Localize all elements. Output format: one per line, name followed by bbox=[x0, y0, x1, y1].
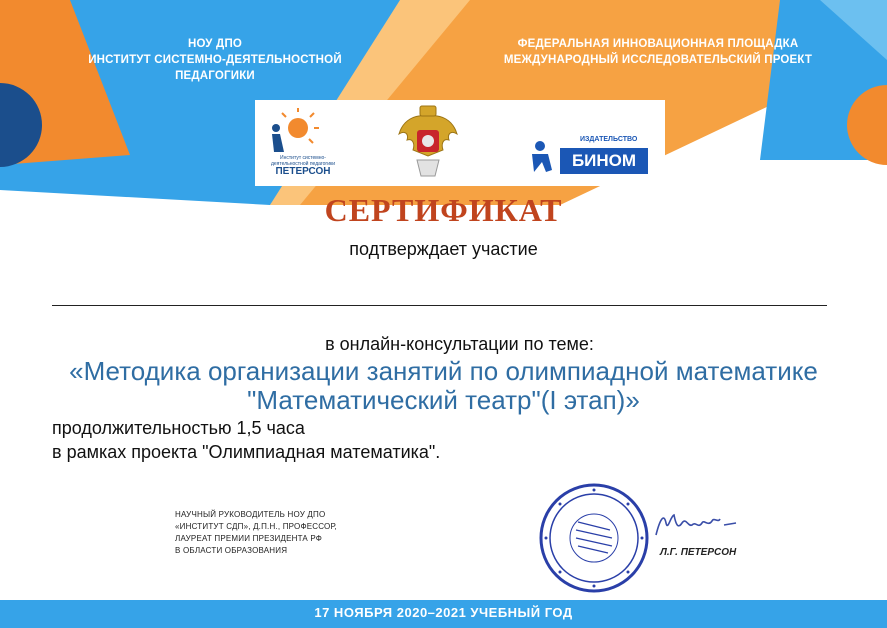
peterson-logo-name: ПЕТЕРСОН bbox=[275, 166, 331, 177]
binom-publisher-label: ИЗДАТЕЛЬСТВО bbox=[580, 136, 638, 143]
official-stamp-icon bbox=[538, 482, 650, 594]
handwritten-signature-icon bbox=[650, 505, 745, 543]
supervisor-line: НАУЧНЫЙ РУКОВОДИТЕЛЬ НОУ ДПО bbox=[175, 510, 326, 519]
footer-date: 17 НОЯБРЯ 2020–2021 УЧЕБНЫЙ ГОД bbox=[314, 605, 573, 620]
supervisor-line: «ИНСТИТУТ СДП», Д.П.Н., ПРОФЕССОР, bbox=[175, 522, 337, 531]
double-eagle-emblem-icon bbox=[395, 104, 461, 180]
org-left-line: ПЕДАГОГИКИ bbox=[175, 70, 255, 82]
supervisor-line: ЛАУРЕАТ ПРЕМИИ ПРЕЗИДЕНТА РФ bbox=[175, 534, 323, 543]
topic-intro-text: в онлайн-консультации по теме: bbox=[325, 334, 594, 354]
org-left-title bbox=[70, 36, 360, 84]
topic-title-line: "Математический театр"(I этап)» bbox=[247, 385, 640, 415]
confirmation-text: подтверждает участие bbox=[349, 239, 538, 259]
org-right-title bbox=[478, 36, 838, 68]
signer-name: Л.Г. ПЕТЕРСОН bbox=[660, 547, 737, 558]
org-left-line: НОУ ДПО bbox=[187, 38, 243, 50]
project-text: в рамках проекта "Олимпиадная математика". bbox=[52, 442, 441, 462]
peterson-logo-caption: Институт системно-деятельностной педагогики bbox=[270, 155, 335, 167]
org-right-line: ФЕДЕРАЛЬНАЯ ИННОВАЦИОННАЯ ПЛОЩАДКА bbox=[517, 38, 799, 50]
org-left-line: ИНСТИТУТ СИСТЕМНО-ДЕЯТЕЛЬНОСТНОЙ bbox=[88, 54, 342, 66]
participant-name-line bbox=[52, 305, 827, 306]
org-right-line: МЕЖДУНАРОДНЫЙ ИССЛЕДОВАТЕЛЬСКИЙ ПРОЕКТ bbox=[503, 54, 813, 66]
supervisor-line: В ОБЛАСТИ ОБРАЗОВАНИЯ bbox=[175, 546, 288, 555]
binom-name-label: БИНОМ bbox=[560, 148, 648, 174]
duration-text: продолжительностью 1,5 часа bbox=[52, 418, 305, 438]
supervisor-credentials bbox=[175, 509, 337, 557]
topic-title-line: «Методика организации занятий по олимпиадной математике bbox=[69, 356, 818, 386]
certificate-title: СЕРТИФИКАТ bbox=[324, 192, 563, 228]
